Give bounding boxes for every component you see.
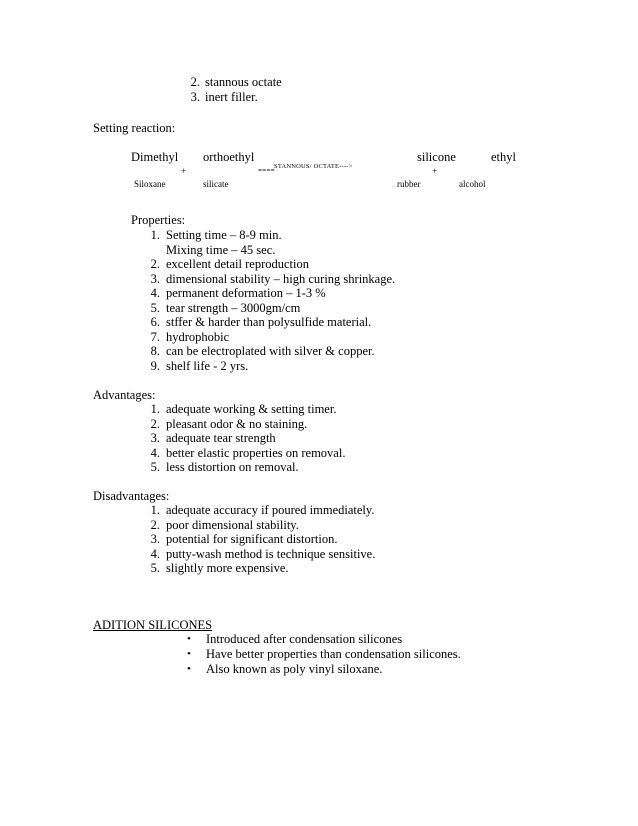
bullet-icon: •	[187, 663, 191, 675]
list-text: stannous octate	[205, 75, 282, 89]
list-number: 8.	[150, 344, 160, 358]
list-text: inert filler.	[205, 89, 258, 104]
reactant-silicate: silicate	[203, 179, 229, 189]
list-text: adequate accuracy if poured immediately.	[166, 503, 375, 517]
list-number: 7.	[150, 329, 160, 344]
list-text: slightly more expensive.	[166, 561, 289, 575]
list-number: 1.	[150, 503, 160, 517]
reactant-dimethyl: Dimethyl	[131, 150, 179, 164]
list-number: 2.	[190, 75, 200, 89]
bullet-text: Also known as poly vinyl siloxane.	[206, 662, 383, 676]
list-text: excellent detail reproduction	[166, 257, 309, 271]
list-text: hydrophobic	[166, 329, 230, 344]
list-number: 3.	[150, 271, 160, 286]
list-number: 4.	[150, 445, 160, 460]
list-text: poor dimensional stability.	[166, 517, 299, 532]
advantages-heading: Advantages:	[93, 388, 156, 402]
list-number: 9.	[150, 358, 160, 373]
product-rubber: rubber	[397, 179, 421, 189]
list-text: can be electroplated with silver & copper.	[166, 344, 375, 358]
list-number: 5.	[150, 561, 160, 575]
list-number: 3.	[150, 532, 160, 546]
product-alcohol: alcohol	[459, 179, 486, 189]
list-number: 1.	[150, 228, 160, 242]
list-number: 2.	[150, 517, 160, 532]
list-text: dimensional stability – high curing shrinkage.	[166, 271, 396, 286]
list-text: shelf life - 2 yrs.	[166, 358, 249, 373]
setting-reaction-heading: Setting reaction:	[93, 121, 176, 135]
addition-silicones-heading: ADITION SILICONES	[93, 618, 213, 632]
reactant-orthoethyl: orthoethyl	[203, 150, 255, 164]
list-text: adequate working & setting timer.	[166, 402, 337, 416]
list-text: Setting time – 8-9 min.	[166, 228, 282, 242]
list-text: adequate tear strength	[166, 431, 276, 445]
disadvantages-heading: Disadvantages:	[93, 489, 170, 503]
list-number: 1.	[150, 402, 160, 416]
list-number: 3.	[190, 89, 200, 104]
reaction-arrow-dashes: ----	[258, 162, 275, 176]
reaction-catalyst: STANNOUS/ OCTATE---->	[274, 163, 353, 170]
bullet-icon: •	[187, 648, 191, 660]
list-number: 5.	[150, 300, 160, 315]
bullet-icon: •	[187, 633, 191, 645]
list-number: 5.	[150, 460, 160, 474]
list-number: 6.	[150, 315, 160, 329]
list-text: better elastic properties on removal.	[166, 445, 346, 460]
list-number: 2.	[150, 416, 160, 431]
bullet-text: Introduced after condensation silicones	[206, 632, 403, 646]
product-ethyl: ethyl	[491, 150, 516, 164]
properties-heading: Properties:	[131, 213, 186, 227]
list-number: 2.	[150, 257, 160, 271]
plus-sign-right: +	[432, 166, 438, 176]
bullet-text: Have better properties than condensation silicones.	[206, 647, 461, 661]
plus-sign-left: +	[181, 166, 187, 176]
product-silicone: silicone	[417, 150, 456, 164]
list-number: 4.	[150, 546, 160, 561]
list-number: 3.	[150, 431, 160, 445]
list-text: pleasant odor & no staining.	[166, 416, 308, 431]
list-text: potential for significant distortion.	[166, 532, 338, 546]
list-text: stffer & harder than polysulfide material.	[166, 315, 372, 329]
list-number: 4.	[150, 286, 160, 300]
list-text: putty-wash method is technique sensitive.	[166, 546, 376, 561]
list-text: Mixing time – 45 sec.	[166, 242, 276, 257]
list-text: permanent deformation – 1-3 %	[166, 286, 326, 300]
list-text: less distortion on removal.	[166, 460, 299, 474]
list-text: tear strength – 3000gm/cm	[166, 300, 301, 315]
reactant-siloxane: Siloxane	[134, 179, 166, 189]
